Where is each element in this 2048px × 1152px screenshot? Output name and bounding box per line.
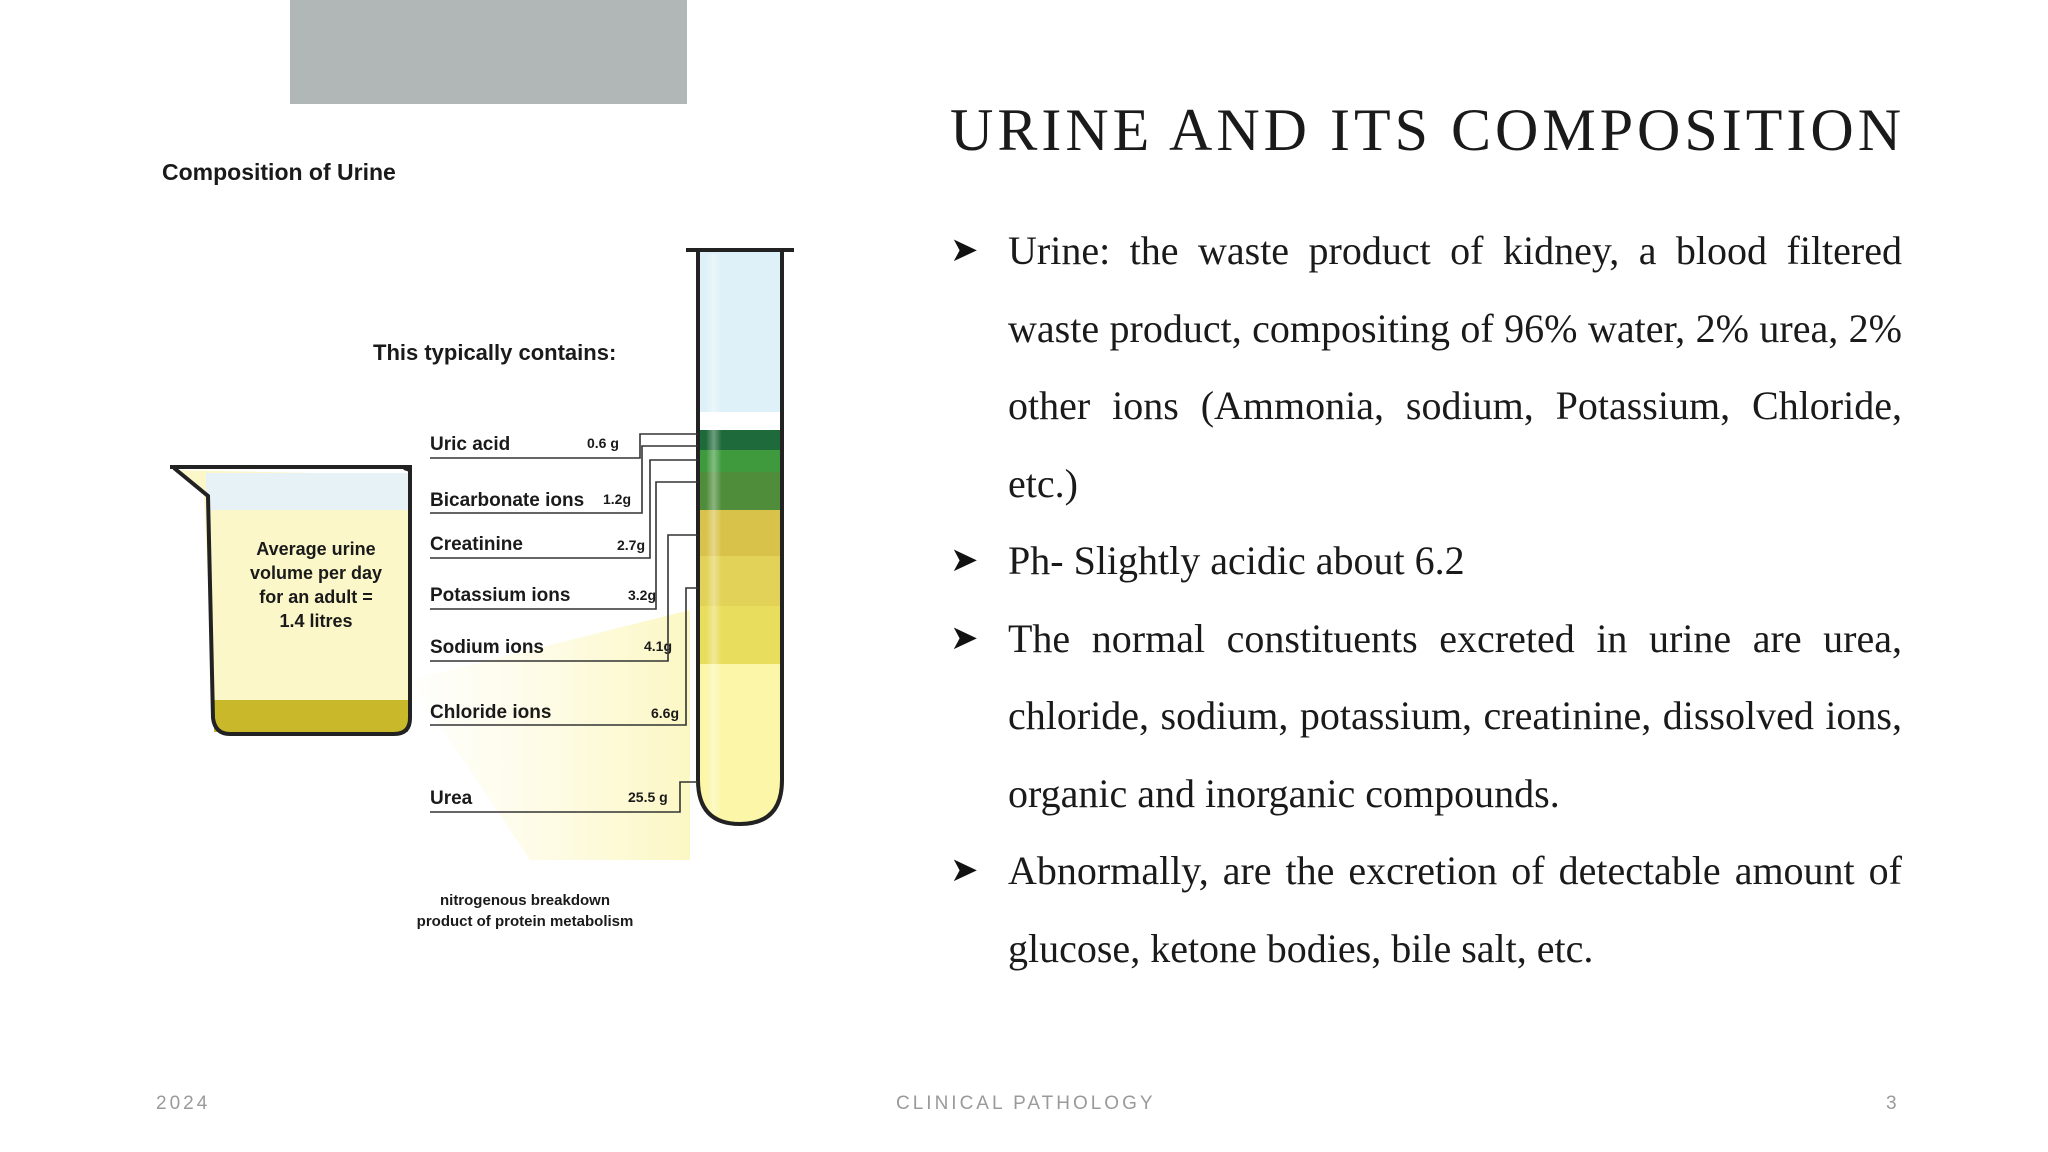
component-bicarbonate: [430, 446, 698, 513]
bullet-text: Abnormally, are the excretion of detectable amount of glucose, ketone bodies, bile salt, etc.: [1008, 848, 1902, 971]
test-tube: [686, 250, 794, 824]
beaker-text-1: Average urine: [256, 539, 376, 559]
beaker-sediment: [214, 700, 408, 732]
bullet-text: The normal constituents excreted in urine are urea, chloride, sodium, potassium, creatinine, dissolved ions, organic and inorganic compounds.: [1008, 615, 1902, 816]
contains-heading: This typically contains:: [373, 340, 617, 365]
decorative-grey-block: [290, 0, 687, 104]
arrowhead-bullet-icon: ➤: [950, 232, 979, 269]
footer-title: CLINICAL PATHOLOGY: [896, 1093, 1156, 1114]
component-name: Bicarbonate ions: [430, 490, 585, 511]
bullet-list: [950, 212, 1902, 987]
tube-shine: [706, 254, 732, 814]
bullet-text: Urine: the waste product of kidney, a blood filtered waste product, compositing of 96% water, 2% urea, 2% other ions (Ammonia, sodium, Potassium, Chloride, etc.): [1008, 228, 1902, 506]
component-name: Potassium ions: [430, 585, 571, 606]
arrowhead-bullet-icon: ➤: [950, 852, 979, 889]
urine-composition-figure: [150, 140, 850, 960]
component-amount: 4.1g: [644, 638, 673, 654]
bullet-item: [950, 522, 1902, 600]
component-amount: 3.2g: [628, 587, 657, 603]
component-amount: 1.2g: [603, 491, 632, 507]
component-name: Creatinine: [430, 534, 523, 555]
footer-year: 2024: [156, 1093, 211, 1114]
bullet-item: [950, 600, 1902, 833]
page-number: 3: [1886, 1093, 1900, 1114]
bullet-item: [950, 212, 1902, 522]
slide-title: URINE AND ITS COMPOSITION: [950, 97, 1906, 163]
beaker: [170, 467, 412, 734]
component-name: Chloride ions: [430, 702, 552, 723]
component-name: Urea: [430, 788, 473, 809]
bullet-text: Ph- Slightly acidic about 6.2: [1008, 538, 1465, 583]
urea-note-1: nitrogenous breakdown: [439, 892, 611, 909]
beaker-air: [206, 473, 408, 510]
beaker-text-2: volume per day: [249, 563, 383, 583]
beaker-text-3: for an adult =: [259, 587, 373, 607]
component-name: Uric acid: [430, 434, 511, 455]
arrowhead-bullet-icon: ➤: [950, 619, 979, 657]
figure-title: Composition of Urine: [162, 159, 396, 185]
component-name: Sodium ions: [430, 637, 544, 658]
urine-diagram: [150, 140, 850, 960]
bullet-item: [950, 832, 1902, 987]
arrowhead-bullet-icon: ➤: [950, 542, 979, 579]
beaker-text-4: 1.4 litres: [279, 611, 353, 631]
component-amount: 6.6g: [651, 705, 680, 721]
component-amount: 2.7g: [617, 537, 646, 553]
urea-note-2: product of protein metabolism: [416, 913, 634, 930]
component-amount: 25.5 g: [628, 789, 668, 805]
component-amount: 0.6 g: [587, 435, 619, 451]
